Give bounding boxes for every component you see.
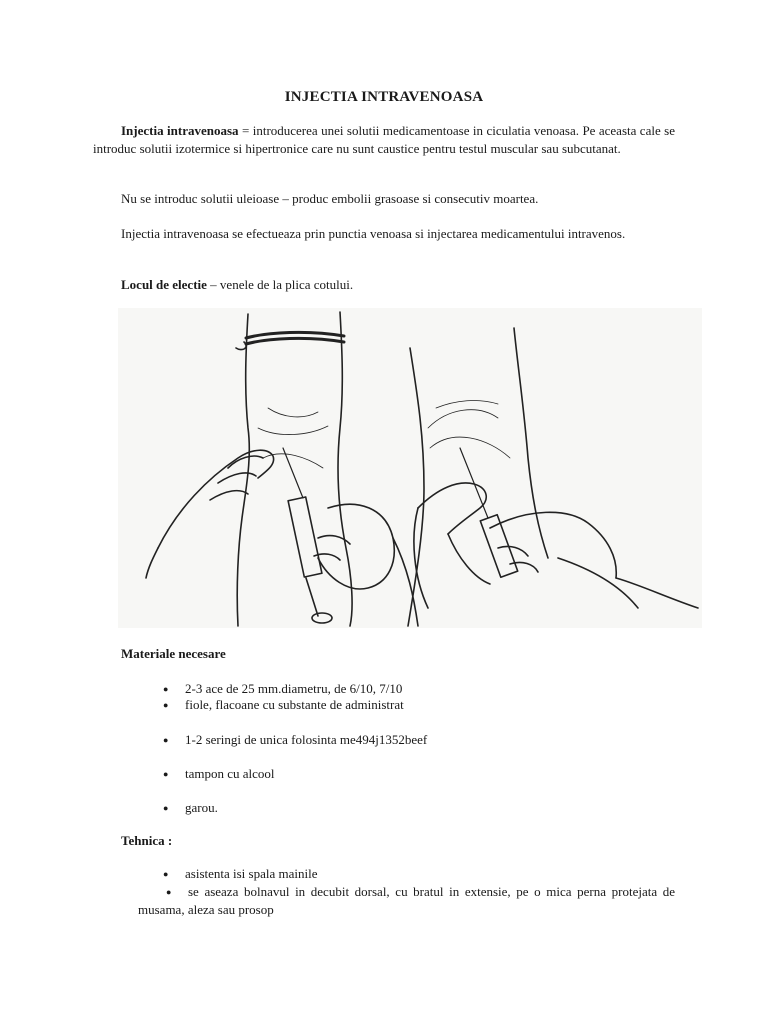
electie-text: – venele de la plica cotului. <box>206 277 354 292</box>
materiale-item: ● 1-2 seringi de unica folosinta me494j1352beef <box>163 732 428 747</box>
electie-term: Locul de electie <box>121 277 207 292</box>
bullet-icon: ● <box>163 735 169 745</box>
intro-term: Injectia intravenoasa <box>121 123 239 138</box>
injection-illustration <box>118 308 702 628</box>
bullet-icon: ● <box>163 803 169 813</box>
electie-paragraph <box>93 276 675 294</box>
intro-definition: = introducerea unei solutii medicamentoase in ciculatia venoasa. Pe aceasta cale se introduc solutii izotermice si hipertronice care nu sunt caustice pentru testul muscular sau subcutanat. <box>93 123 675 156</box>
page-title: INJECTIA INTRAVENOASA <box>284 89 484 105</box>
bullet-icon: ● <box>163 700 169 710</box>
tehnica-item: ● se aseaza bolnavul in decubit dorsal, cu bratul in extensie, pe o mica perna protejata de musama, aleza sau prosop <box>138 884 675 917</box>
bullet-icon: ● <box>163 869 169 879</box>
bullet-icon: ● <box>163 684 169 694</box>
bullet-icon: ● <box>166 887 172 897</box>
tehnica-item: ● asistenta isi spala mainile <box>163 866 318 881</box>
materiale-heading: Materiale necesare <box>121 646 226 661</box>
materiale-item: ● 2-3 ace de 25 mm.diametru, de 6/10, 7/10 <box>163 681 403 696</box>
procedure-paragraph: Injectia intravenoasa se efectueaza prin punctia venoasa si injectarea medicamentului intravenos. <box>121 226 626 241</box>
intro-paragraph <box>93 122 675 158</box>
materiale-item: ● fiole, flacoane cu substante de administrat <box>163 697 404 712</box>
materiale-item: ● tampon cu alcool <box>163 766 275 781</box>
bullet-icon: ● <box>163 769 169 779</box>
oily-solutions-paragraph: Nu se introduc solutii uleioase – produc embolii grasoase si consecutiv moartea. <box>121 191 539 206</box>
tehnica-heading: Tehnica : <box>121 833 173 848</box>
materiale-item: ● garou. <box>163 800 218 815</box>
